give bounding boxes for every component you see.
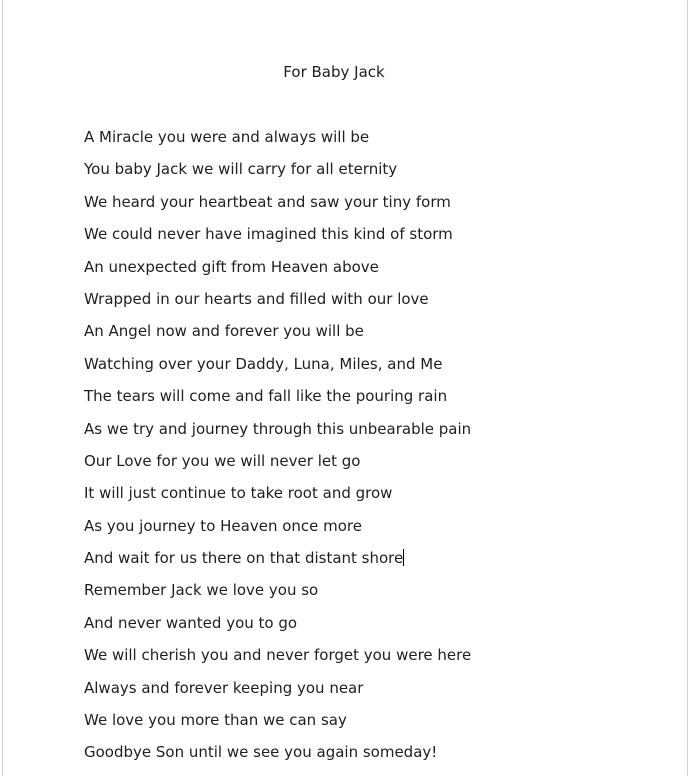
poem-line: Remember Jack we love you so [84,581,319,600]
poem-line: You baby Jack we will carry for all eternity [84,160,398,179]
poem-line: Wrapped in our hearts and filled with our love [84,289,429,308]
poem-line: An Angel now and forever you will be [84,322,364,341]
poem-line: Always and forever keeping you near [84,678,364,697]
poem-line: We heard your heartbeat and saw your tiny form [84,192,451,211]
poem-line: A Miracle you were and always will be [84,128,370,146]
document-page[interactable] [2,0,688,776]
poem-line: An unexpected gift from Heaven above [84,257,379,276]
poem-line: It will just continue to take root and grow [84,484,393,503]
poem-line: As you journey to Heaven once more [84,516,362,535]
poem-line-text: And wait for us there on that distant shore [84,549,404,568]
poem-line: We love you more than we can say [84,711,347,730]
poem-line: Our Love for you we will never let go [84,451,361,470]
poem-line: Goodbye Son until we see you again someday! [84,743,438,762]
poem-body[interactable] [84,126,471,774]
poem-line: As we try and journey through this unbearable pain [84,419,472,438]
poem-line: And never wanted you to go [84,613,298,632]
poem-line: The tears will come and fall like the pouring rain [84,387,448,406]
poem-line: We could never have imagined this kind of storm [84,225,453,244]
poem-line: We will cherish you and never forget you were here [84,646,472,665]
poem-line: Watching over your Daddy, Luna, Miles, and Me [84,354,443,373]
text-cursor [403,549,404,566]
document-title: For Baby Jack [283,63,385,81]
poem-line-with-caret[interactable] [84,547,471,579]
